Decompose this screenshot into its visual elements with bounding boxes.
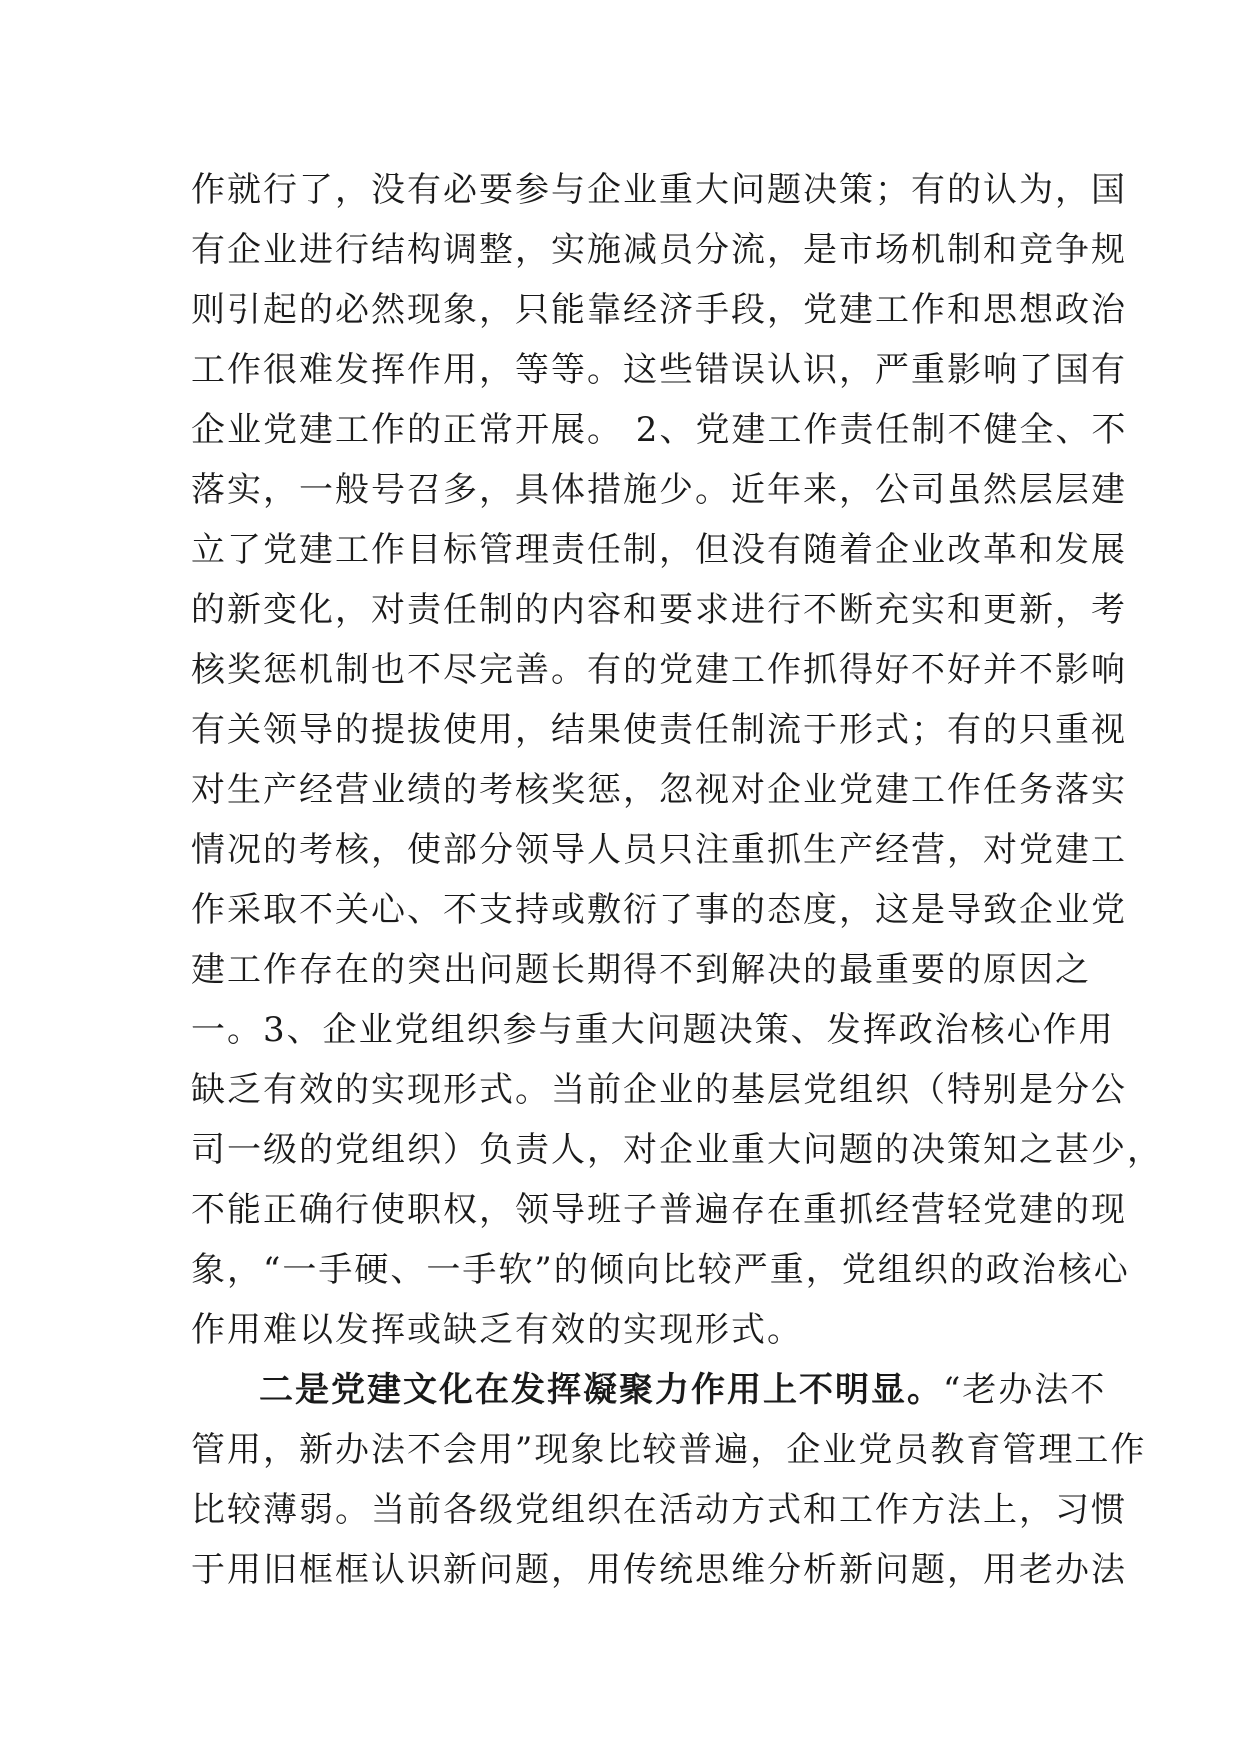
text-line: 于用旧框框认识新问题，用传统思维分析新问题，用老办法 — [191, 1550, 1127, 1590]
text-line: 对生产经营业绩的考核奖惩，忽视对企业党建工作任务落实 — [191, 770, 1127, 810]
text-line: 工作很难发挥作用，等等。这些错误认识，严重影响了国有 — [191, 350, 1127, 390]
text-line: 司一级的党组织）负责人，对企业重大问题的决策知之甚少， — [191, 1130, 1163, 1170]
text-line: 则引起的必然现象，只能靠经济手段，党建工作和思想政治 — [191, 290, 1127, 330]
text-line: 一。3、企业党组织参与重大问题决策、发挥政治核心作用 — [191, 1010, 1115, 1050]
text-line: 有企业进行结构调整，实施减员分流，是市场机制和竞争规 — [191, 230, 1127, 270]
text-line: 有关领导的提拔使用，结果使责任制流于形式；有的只重视 — [191, 710, 1127, 750]
text-line: 比较薄弱。当前各级党组织在活动方式和工作方法上，习惯 — [191, 1490, 1127, 1530]
text-line: 作用难以发挥或缺乏有效的实现形式。 — [191, 1310, 803, 1350]
text-line: 企业党建工作的正常开展。 2、党建工作责任制不健全、不 — [191, 410, 1128, 450]
text-line: 建工作存在的突出问题长期得不到解决的最重要的原因之 — [191, 950, 1091, 990]
paragraph-heading-rest: “老办法不 — [943, 1370, 1107, 1410]
paragraph-heading: 二是党建文化在发挥凝聚力作用上不明显。 — [259, 1370, 943, 1410]
paragraph-1 — [191, 160, 1163, 1360]
text-line: 立了党建工作目标管理责任制，但没有随着企业改革和发展 — [191, 530, 1127, 570]
text-line: 管用，新办法不会用”现象比较普遍，企业党员教育管理工作 — [191, 1430, 1147, 1470]
text-line: 作就行了，没有必要参与企业重大问题决策；有的认为，国 — [191, 170, 1127, 210]
text-line: 的新变化，对责任制的内容和要求进行不断充实和更新，考 — [191, 590, 1127, 630]
text-line: 缺乏有效的实现形式。当前企业的基层党组织（特别是分公 — [191, 1070, 1127, 1110]
paragraph-2 — [191, 1360, 1147, 1600]
text-line: 情况的考核，使部分领导人员只注重抓生产经营，对党建工 — [191, 830, 1127, 870]
text-line: 核奖惩机制也不尽完善。有的党建工作抓得好不好并不影响 — [191, 650, 1127, 690]
body-text — [191, 160, 1163, 1600]
text-line: 象，“一手硬、一手软”的倾向比较严重，党组织的政治核心 — [191, 1250, 1130, 1290]
text-line: 落实，一般号召多，具体措施少。近年来，公司虽然层层建 — [191, 470, 1127, 510]
text-line: 作采取不关心、不支持或敷衍了事的态度，这是导致企业党 — [191, 890, 1127, 930]
text-line — [191, 1360, 1107, 1420]
text-line: 不能正确行使职权，领导班子普遍存在重抓经营轻党建的现 — [191, 1190, 1127, 1230]
